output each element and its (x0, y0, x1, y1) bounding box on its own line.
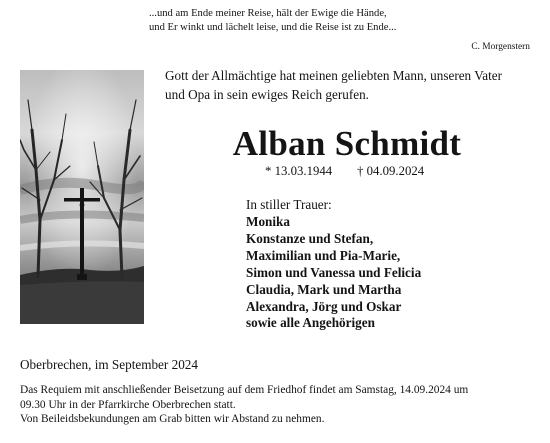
mourner-name: Konstanze und Stefan, (246, 230, 374, 246)
notice-line: 09.30 Uhr in der Pfarrkirche Oberbrechen statt. (20, 398, 236, 411)
intro-text (165, 66, 502, 104)
notice-line: Das Requiem mit anschließender Beisetzung auf dem Friedhof findet am Samstag, 14.09.2024 um (20, 384, 469, 396)
death-date: † 04.09.2024 (357, 164, 425, 178)
intro-line: und Opa in sein ewiges Reich gerufen. (165, 87, 369, 102)
poem-line: ...und am Ende meiner Reise, hält der Ewige die Hände, (149, 8, 387, 19)
mourner-name: Alexandra, Jörg und Oskar (246, 298, 402, 314)
mourners-list (246, 214, 421, 332)
mourner-name: Claudia, Mark und Martha (246, 281, 402, 297)
birth-date: * 13.03.1944 (265, 164, 333, 178)
deceased-name: Alban Schmidt (232, 124, 462, 163)
intro-line: Gott der Allmächtige hat meinen geliebten Mann, unseren Vater (165, 68, 503, 83)
poem-quote (149, 7, 396, 35)
place-date: Oberbrechen, im September 2024 (20, 357, 198, 372)
poem-author: C. Morgenstern (471, 42, 530, 52)
service-notice (20, 383, 468, 427)
mourner-name: sowie alle Angehörigen (246, 315, 375, 331)
mourner-name: Simon und Vanessa und Felicia (246, 264, 422, 280)
mourning-title: In stiller Trauer: (246, 197, 332, 212)
mourner-name: Maximilian und Pia-Marie, (246, 247, 401, 263)
notice-line: Von Beileidsbekundungen am Grab bitten wir Abstand zu nehmen. (20, 413, 325, 425)
mourner-name: Monika (246, 214, 290, 229)
poem-line: und Er winkt und lächelt leise, und die Reise ist zu Ende... (149, 22, 397, 33)
cross-photo (20, 70, 144, 324)
